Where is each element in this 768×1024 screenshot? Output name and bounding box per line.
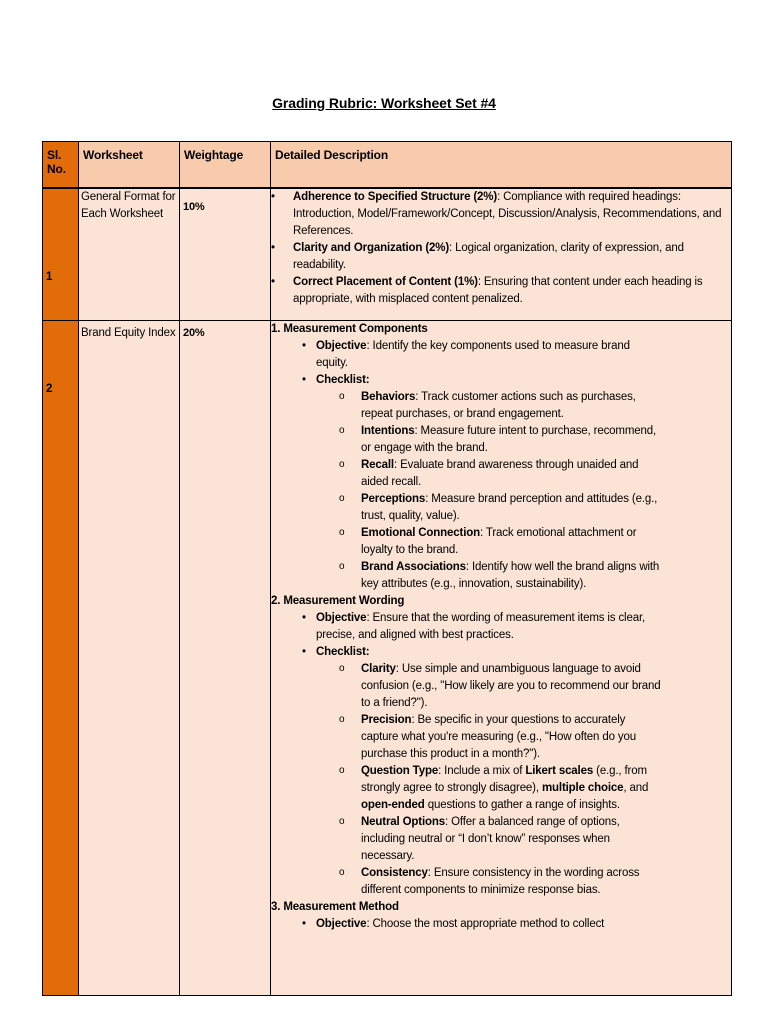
list-item: • Adherence to Specified Structure (2%): Compliance with required headings: Introduction, Model/Framework/Concept, Discussion/Analysis, Recommendations, and References.	[271, 189, 731, 240]
section-heading: 1. Measurement Components	[271, 322, 428, 335]
weightage-value: 20%	[183, 326, 205, 339]
list-item: o Perceptions: Measure brand perception and attitudes (e.g., trust, quality, value).	[271, 491, 661, 525]
list-item: o Intentions: Measure future intent to purchase, recommend, or engage with the brand.	[271, 423, 661, 457]
table-row	[43, 320, 732, 995]
worksheet-cell	[79, 320, 180, 995]
description-cell	[271, 188, 732, 321]
header-worksheet: Worksheet	[79, 142, 180, 188]
list-item: • Objective: Identify the key components used to measure brand equity.	[271, 338, 646, 372]
worksheet-name: Brand Equity Index	[81, 326, 176, 339]
worksheet-cell	[79, 188, 180, 321]
header-sl: Sl. No.	[43, 142, 79, 188]
list-item: o Brand Associations: Identify how well the brand aligns with key attributes (e.g., innovation, sustainability).	[271, 559, 661, 593]
list-item: o Clarity: Use simple and unambiguous language to avoid confusion (e.g., "How likely are you to recommend our brand to a friend?").	[271, 661, 661, 712]
description-cell	[271, 320, 732, 995]
weightage-value: 10%	[183, 200, 205, 213]
row-sl-cell	[43, 320, 79, 995]
list-item: o Emotional Connection: Track emotional attachment or loyalty to the brand.	[271, 525, 661, 559]
header-weightage: Weightage	[180, 142, 271, 188]
list-item: • Correct Placement of Content (1%): Ensuring that content under each heading is appropriate, with misplaced content penalized.	[271, 274, 731, 308]
rubric-table	[42, 141, 732, 996]
list-item: o Question Type: Include a mix of Likert scales (e.g., from strongly agree to strongly disagree), multiple choice, and open-ended questions to gather a range of insights.	[271, 763, 661, 814]
list-item: o Behaviors: Track customer actions such as purchases, repeat purchases, or brand engagement.	[271, 389, 661, 423]
weightage-cell	[180, 188, 271, 321]
row-number: 2	[46, 382, 53, 395]
section-heading: 3. Measurement Method	[271, 900, 399, 913]
list-item: • Objective: Ensure that the wording of measurement items is clear, precise, and aligned with best practices.	[271, 610, 661, 644]
list-item: • Checklist:	[271, 644, 731, 661]
table-row	[43, 188, 732, 321]
section-heading: 2. Measurement Wording	[271, 594, 405, 607]
page-title: Grading Rubric: Worksheet Set #4	[272, 95, 496, 111]
worksheet-name: General Format for Each Worksheet	[81, 190, 176, 220]
list-item: • Checklist:	[271, 372, 731, 389]
list-item: o Neutral Options: Offer a balanced range of options, including neutral or “I don’t know” responses when necessary.	[271, 814, 661, 865]
row-sl-cell	[43, 188, 79, 321]
list-item: o Recall: Evaluate brand awareness through unaided and aided recall.	[271, 457, 661, 491]
list-item: • Clarity and Organization (2%): Logical organization, clarity of expression, and readability.	[271, 240, 731, 274]
weightage-cell	[180, 320, 271, 995]
header-description: Detailed Description	[271, 142, 732, 188]
list-item: o Consistency: Ensure consistency in the wording across different components to minimize response bias.	[271, 865, 661, 899]
list-item: o Precision: Be specific in your questions to accurately capture what you're measuring (e.g., "How often do you purchase this product in a month?").	[271, 712, 661, 763]
list-item: • Objective: Choose the most appropriate method to collect	[271, 916, 731, 933]
row-number: 1	[46, 270, 53, 283]
table-header-row	[43, 142, 732, 188]
